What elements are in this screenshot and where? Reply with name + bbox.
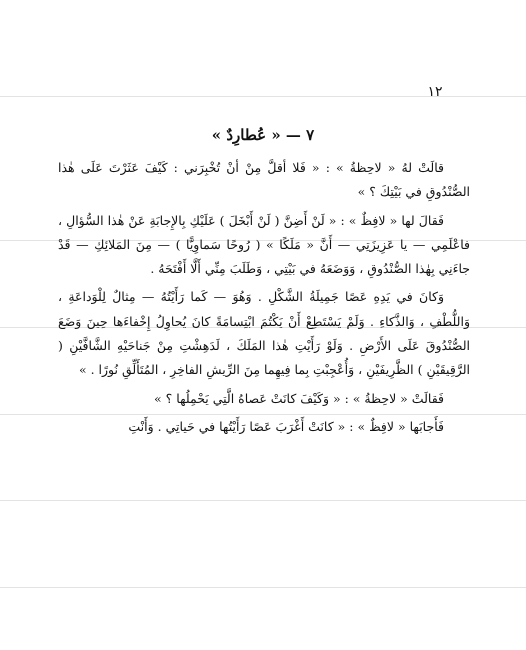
ruled-line (0, 500, 526, 501)
paragraph: فَقالَ لها « لافِظٌ » : « لَنْ أَضِنَّ ( لَنْ أَبْخَلَ ) عَلَيْكِ بِالإِجابَةِ عَنْ هٰذا السُّؤالِ ، فاعْلَمِي — يا عَزِيزَتِي — أَنَّ « مَلَكًا » ( رُوحًا سَماوِيًّا ) — مِنَ المَلائِكِ — قَدْ جاءَنِي بِهٰذا الصُّنْدُوقِ ، وَوَضَعَهُ في بَيْتِي ، وَطَلَبَ مِنِّي أَلَّا أَفْتَحَهُ . (58, 212, 470, 277)
page-number: ١٢ (427, 84, 443, 100)
paragraph: وَكانَ في يَدِهِ عَصًا جَمِيلَةُ الشَّكْلِ . وَهُوَ — كَما رَأَيْتُهُ — مِثالٌ لِلْوَداعَةِ ، وَاللُّطْفِ ، وَالذَّكاءِ . وَلَمْ يَسْتَطِعْ أَنْ يَكْتُمَ ابْتِسامَةً كانَ يُحاوِلُ إِخْفاءَها حِينَ وَضَعَ الصُّنْدُوقَ عَلَى الأَرْضِ . وَلَوْ رَأَيْتِ هٰذا المَلَكَ ، لَدَهِشْتِ مِنْ جَناحَيْهِ الشَّافَّيْنِ ( الرَّقِيقَيْنِ ) الظَّرِيفَيْنِ ، وَأُعْجِبْتِ بِما فِيهِما مِنَ الرِّيشِ الفاخِرِ ، المُتَأَلِّقِ نُورًا . » (58, 289, 470, 378)
ruled-line (0, 587, 526, 588)
paragraph: فَأَجابَها « لافِظٌ » : « كانَتْ أَغْرَبَ عَصًا رَأَيْتُها في حَياتِي . وَأَنْتِ (128, 418, 444, 434)
chapter-title: ٧ — « عُطارِدٌ » (211, 126, 315, 144)
body-text (58, 156, 470, 439)
paragraph: فَقالَتْ « لاحِظةُ » : « وَكَيْفَ كانَتْ عَصاهُ الَّتِي يَحْمِلُها ؟ » (154, 390, 444, 406)
paragraph: قالَتْ لهُ « لاحِظةُ » : « فَلا أقلَّ مِنْ أنْ تُخْبِرَني : كَيْفَ عَثَرْتَ عَلَى هٰذا الصُّنْدُوقِ في بَيْتِكَ ؟ » (58, 160, 470, 200)
